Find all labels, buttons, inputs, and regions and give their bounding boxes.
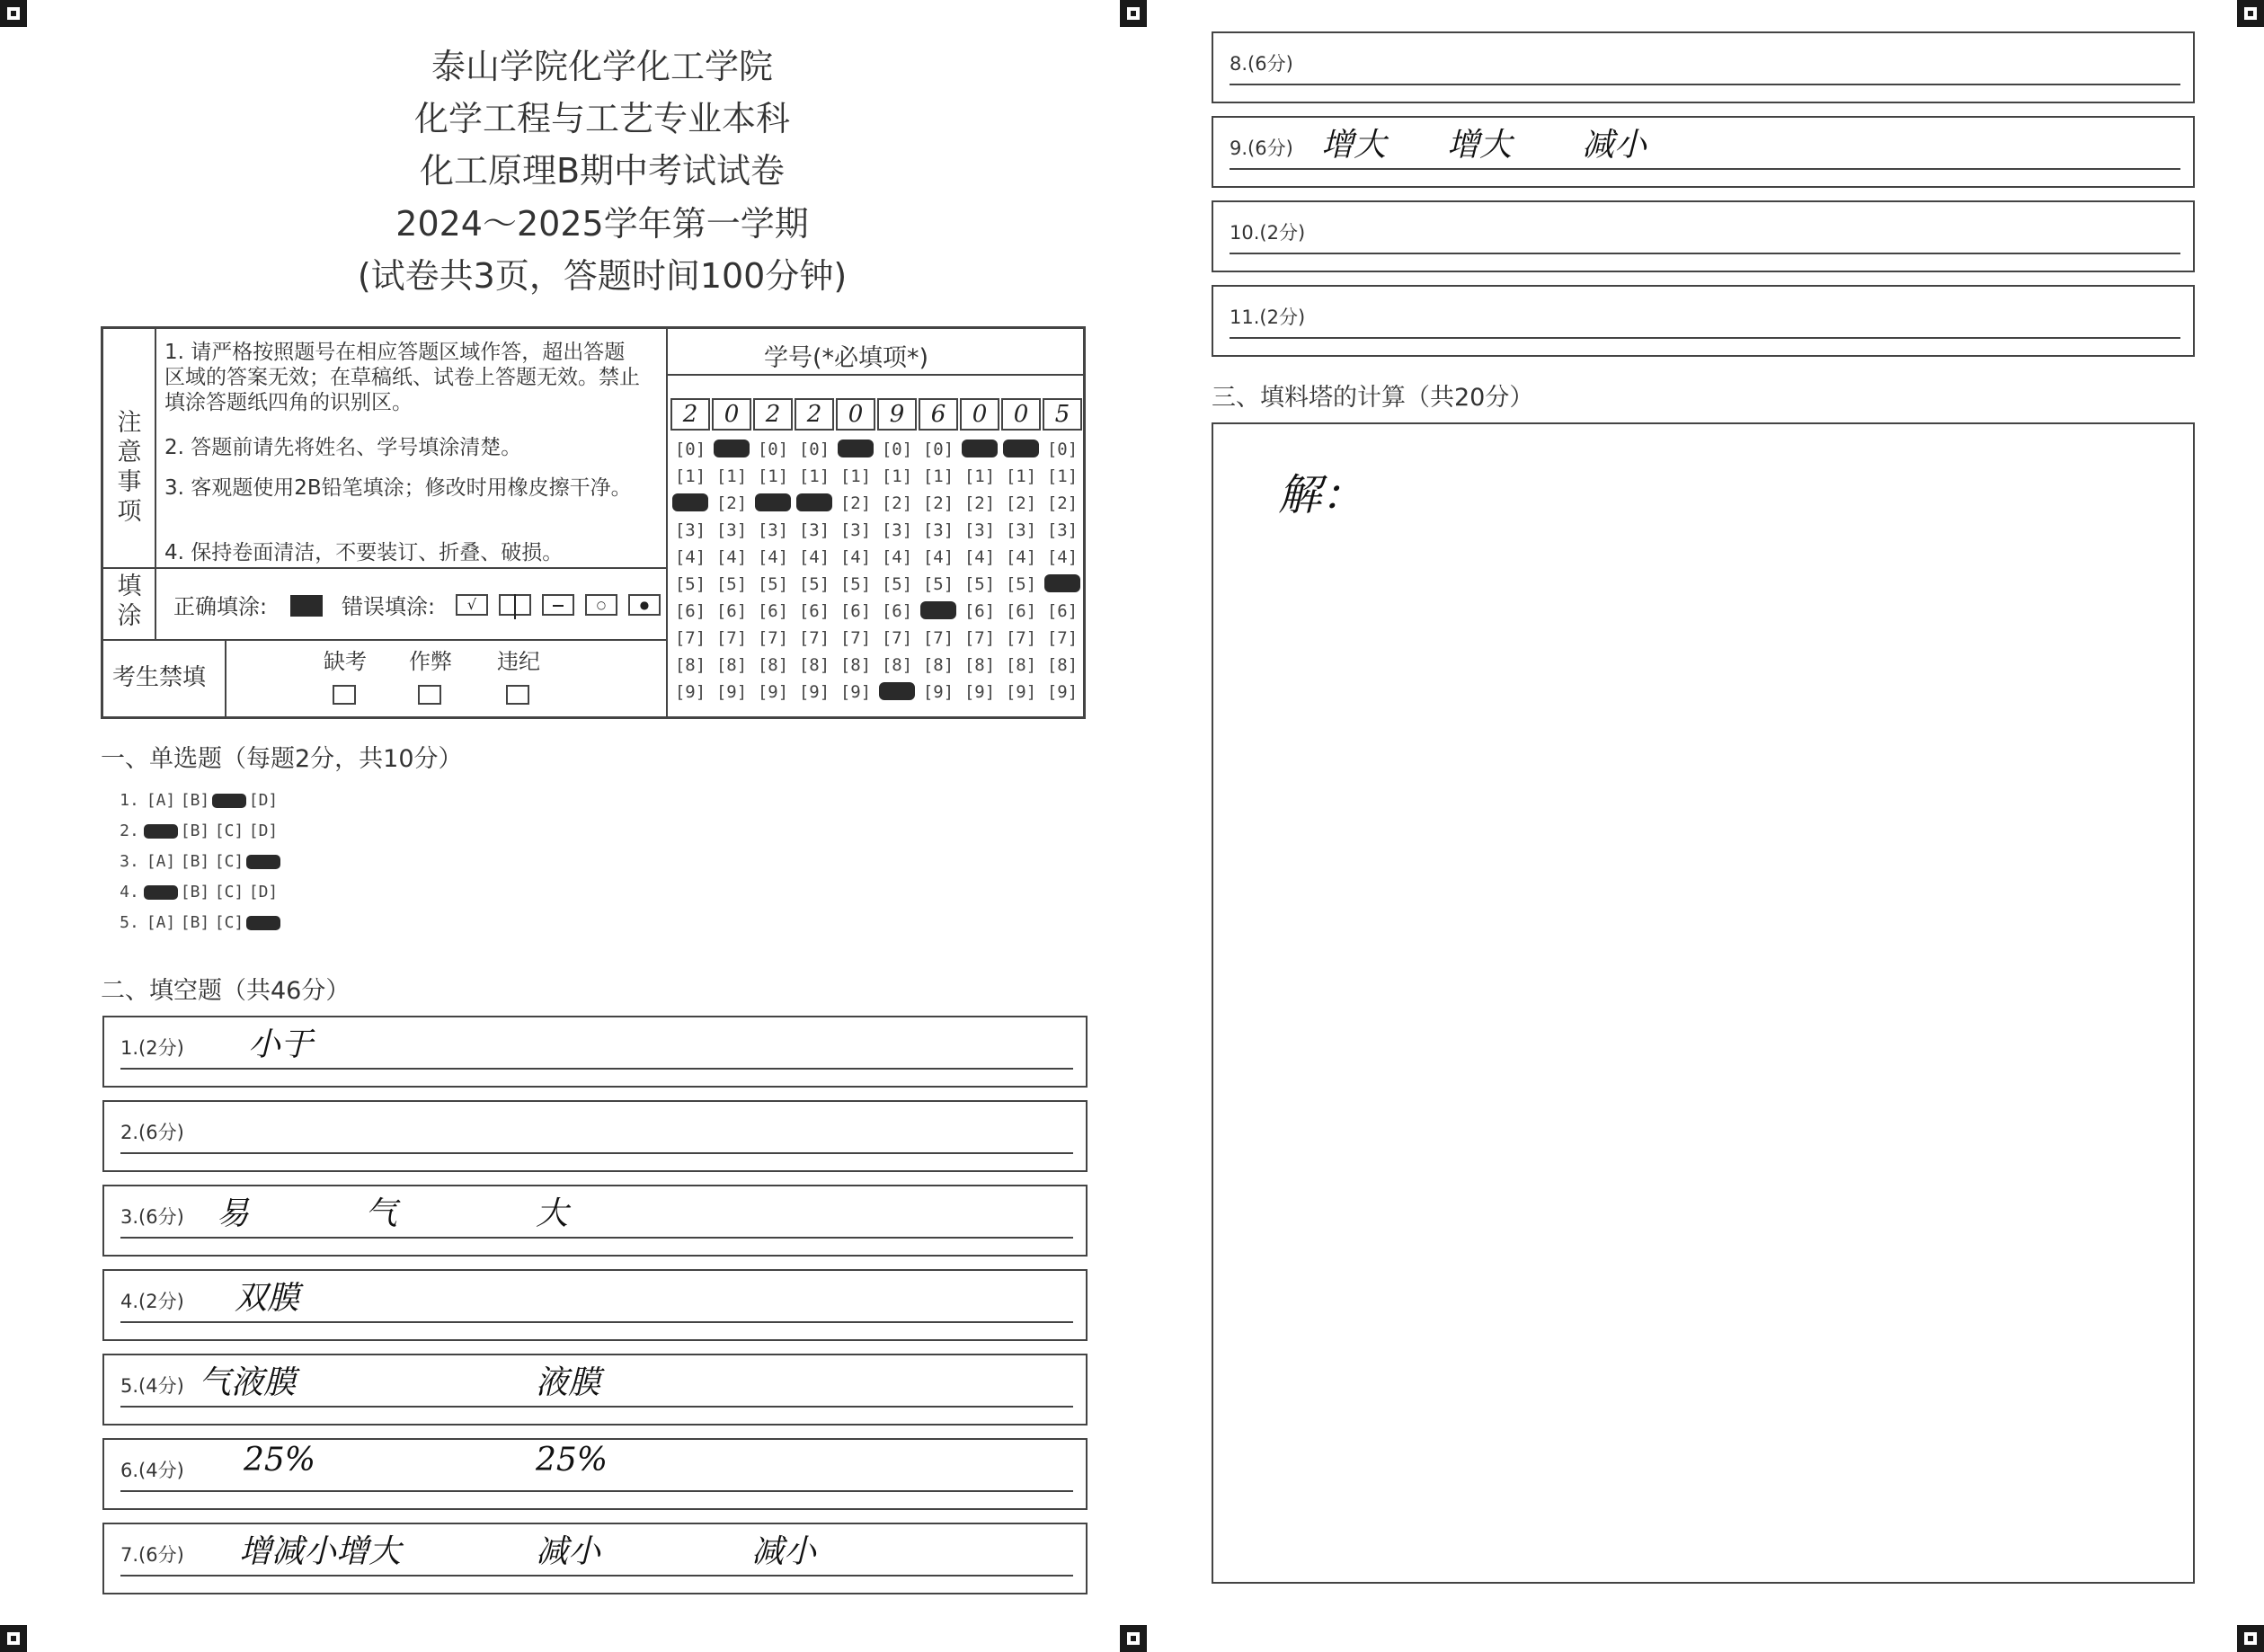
id-bubble[interactable]: [2]	[922, 493, 954, 513]
mc-option-bubble[interactable]: [B]	[180, 883, 210, 901]
answer-rule	[120, 1406, 1073, 1408]
student-id-digit[interactable]: 6	[919, 398, 958, 431]
mc-option-bubble[interactable]: [A]	[146, 913, 176, 932]
id-bubble[interactable]: [8]	[715, 655, 748, 675]
student-id-digit[interactable]: 2	[670, 398, 710, 431]
id-bubble[interactable]	[796, 493, 832, 511]
handwritten-answer: 小于	[248, 1026, 314, 1063]
id-bubble[interactable]: [9]	[757, 682, 789, 702]
id-bubble[interactable]: [2]	[1005, 493, 1037, 513]
id-bubble[interactable]: [3]	[839, 520, 872, 540]
id-bubble[interactable]: [4]	[963, 547, 996, 567]
answer-number: 6.(4分)	[120, 1460, 184, 1481]
id-bubble[interactable]: [6]	[1046, 601, 1079, 621]
student-id-digit[interactable]: 2	[795, 398, 834, 431]
id-bubble[interactable]: [6]	[674, 601, 706, 621]
id-bubble[interactable]	[879, 682, 915, 700]
mc-question-row	[115, 791, 280, 810]
handwritten-answer: 易	[217, 1195, 250, 1232]
answer-box[interactable]	[1212, 285, 2195, 357]
mc-question-number: 2.	[120, 822, 139, 840]
answer-number: 8.(6分)	[1230, 53, 1293, 75]
mc-option-bubble[interactable]	[144, 824, 178, 839]
mc-option-bubble[interactable]: [B]	[180, 791, 210, 810]
instruction-4: 4. 保持卷面清洁，不要装订、折叠、破损。	[164, 541, 564, 564]
id-bubble[interactable]: [0]	[1046, 440, 1079, 459]
id-bubble[interactable]: [2]	[1046, 493, 1079, 513]
answer-box[interactable]	[102, 1269, 1088, 1341]
answer-number: 2.(6分)	[120, 1122, 184, 1143]
id-bubble[interactable]: [8]	[1046, 655, 1079, 675]
handwritten-answer: 气液膜	[199, 1364, 297, 1401]
id-bubble[interactable]: [3]	[798, 520, 830, 540]
term-title: 2024～2025学年第一学期	[395, 204, 809, 244]
id-bubble[interactable]: [4]	[881, 547, 913, 567]
id-bubble[interactable]	[714, 440, 750, 457]
handwritten-answer: 减小	[751, 1533, 817, 1570]
id-bubble[interactable]: [9]	[839, 682, 872, 702]
mc-option-bubble[interactable]: [A]	[146, 791, 176, 810]
section2-title: 二、填空题（共46分）	[101, 977, 351, 1005]
instruction-2: 2. 答题前请先将姓名、学号填涂清楚。	[164, 436, 522, 459]
id-bubble[interactable]: [0]	[757, 440, 789, 459]
id-bubble[interactable]: [3]	[922, 520, 954, 540]
id-bubble[interactable]: [6]	[963, 601, 996, 621]
handwritten-answer: 减小	[1582, 127, 1647, 164]
id-bubble[interactable]: [8]	[839, 655, 872, 675]
id-bubble[interactable]: [4]	[757, 547, 789, 567]
id-bubble[interactable]: [7]	[1005, 628, 1037, 648]
id-bubble[interactable]: [3]	[757, 520, 789, 540]
student-id-digit[interactable]: 5	[1043, 398, 1082, 431]
section3-title: 三、填料塔的计算（共20分）	[1212, 384, 1534, 412]
id-bubble[interactable]: [8]	[881, 655, 913, 675]
mc-option-bubble[interactable]: [B]	[180, 822, 210, 840]
mc-option-bubble[interactable]	[144, 885, 178, 900]
id-bubble[interactable]: [8]	[963, 655, 996, 675]
mc-option-bubble[interactable]: [D]	[248, 791, 279, 810]
student-id-digit[interactable]: 0	[1001, 398, 1041, 431]
mc-question-number: 5.	[120, 913, 139, 932]
answer-box[interactable]	[1212, 116, 2195, 188]
id-bubble[interactable]: [4]	[922, 547, 954, 567]
corner-mark-bottom-left	[0, 1625, 27, 1652]
answer-rule	[120, 1490, 1073, 1492]
id-bubble[interactable]: [1]	[963, 466, 996, 486]
major-title: 化学工程与工艺专业本科	[413, 99, 790, 138]
id-bubble[interactable]: [7]	[963, 628, 996, 648]
id-bubble[interactable]: [6]	[839, 601, 872, 621]
id-bubble[interactable]	[920, 601, 956, 619]
answer-number: 4.(2分)	[120, 1291, 184, 1312]
id-bubble[interactable]: [0]	[798, 440, 830, 459]
answer-box[interactable]	[102, 1185, 1088, 1257]
answer-box[interactable]	[102, 1354, 1088, 1426]
answer-number: 9.(6分)	[1230, 138, 1293, 159]
id-bubble[interactable]	[1044, 574, 1080, 592]
mc-option-bubble[interactable]: [C]	[214, 883, 244, 901]
answer-rule	[1230, 337, 2180, 339]
correct-fill-sample	[290, 595, 323, 617]
mc-option-bubble[interactable]: [D]	[248, 822, 279, 840]
student-id-title: 学号(*必填项*)	[764, 344, 929, 372]
id-bubble[interactable]: [6]	[1005, 601, 1037, 621]
instruction-table: 注 意 事 项 1. 请严格按照题号在相应答题区域作答，超出答题区域的答案无效；在草稿纸、试卷上答题无效。禁止填涂答题纸四角的识别区。 2. 答题前请先将姓名、学号填涂清楚。 3. 客观题使用2B铅笔填涂；修改时用橡皮擦干净。 4. 保持卷面清洁，不要装订、折叠、破损。 填 涂 正确填涂: 错误填涂: √ ○ ● 考生禁填 缺考 作弊 违纪 学号(*必填项*)	[101, 326, 1086, 719]
id-bubble[interactable]	[672, 493, 708, 511]
answer-rule	[120, 1237, 1073, 1239]
absent-checkbox[interactable]	[333, 685, 356, 705]
handwritten-answer: 液膜	[536, 1364, 601, 1401]
id-bubble[interactable]: [5]	[963, 574, 996, 594]
corner-mark-top-right	[2237, 0, 2264, 27]
exam-info: (试卷共3页，答题时间100分钟)	[357, 256, 848, 296]
id-bubble[interactable]: [7]	[1046, 628, 1079, 648]
id-bubble[interactable]: [0]	[881, 440, 913, 459]
id-bubble[interactable]: [5]	[922, 574, 954, 594]
instruction-3: 3. 客观题使用2B铅笔填涂；修改时用橡皮擦干净。	[164, 476, 632, 500]
mc-question-row	[115, 822, 280, 840]
id-bubble[interactable]: [5]	[1005, 574, 1037, 594]
answer-number: 7.(6分)	[120, 1544, 184, 1566]
id-bubble[interactable]: [1]	[839, 466, 872, 486]
answer-box[interactable]	[102, 1523, 1088, 1594]
id-bubble[interactable]: [6]	[881, 601, 913, 621]
answer-number: 11.(2分)	[1230, 306, 1306, 328]
mc-option-bubble[interactable]: [B]	[180, 913, 210, 932]
id-bubble[interactable]: [0]	[674, 440, 706, 459]
mc-question-number: 1.	[120, 791, 139, 810]
id-bubble[interactable]: [6]	[757, 601, 789, 621]
calculation-answer-area[interactable]	[1212, 422, 2195, 1584]
mc-question-row	[115, 913, 280, 932]
mc-option-bubble[interactable]: [C]	[214, 913, 244, 932]
id-bubble[interactable]: [1]	[1005, 466, 1037, 486]
id-bubble[interactable]	[838, 440, 874, 457]
id-bubble[interactable]: [5]	[881, 574, 913, 594]
answer-rule	[120, 1321, 1073, 1323]
corner-mark-bottom-middle	[1120, 1625, 1147, 1652]
id-bubble[interactable]: [1]	[757, 466, 789, 486]
id-bubble[interactable]: [5]	[798, 574, 830, 594]
notice-label: 注 意 事 项	[117, 409, 142, 526]
handwritten-answer: 增大	[1447, 127, 1513, 164]
handwritten-answer: 减小	[536, 1533, 601, 1570]
answer-rule	[120, 1152, 1073, 1154]
id-bubble[interactable]: [8]	[922, 655, 954, 675]
id-bubble[interactable]: [9]	[963, 682, 996, 702]
correct-fill-label: 正确填涂:	[173, 594, 268, 619]
id-bubble[interactable]: [3]	[1005, 520, 1037, 540]
id-bubble[interactable]: [4]	[715, 547, 748, 567]
mc-question-row	[115, 883, 280, 901]
id-bubble[interactable]: [3]	[674, 520, 706, 540]
mc-option-bubble[interactable]: [C]	[214, 852, 244, 871]
violation-checkbox[interactable]	[506, 685, 529, 705]
corner-mark-bottom-right	[2237, 1625, 2264, 1652]
answer-number: 1.(2分)	[120, 1037, 184, 1059]
id-bubble[interactable]: [9]	[715, 682, 748, 702]
id-bubble[interactable]: [7]	[881, 628, 913, 648]
exam-forbidden-label: 考生禁填	[112, 664, 207, 691]
id-bubble[interactable]: [5]	[839, 574, 872, 594]
cheat-checkbox[interactable]	[418, 685, 441, 705]
handwritten-answer: 增大	[1321, 127, 1387, 164]
mc-option-bubble[interactable]: [D]	[248, 883, 279, 901]
id-bubble[interactable]: [7]	[715, 628, 748, 648]
id-bubble[interactable]: [9]	[1005, 682, 1037, 702]
handwritten-answer: 25%	[536, 1442, 608, 1479]
handwritten-answer: 双膜	[235, 1280, 300, 1317]
wrong-fill-label: 错误填涂:	[342, 594, 436, 619]
answer-number: 10.(2分)	[1230, 222, 1306, 244]
id-bubble[interactable]: [8]	[674, 655, 706, 675]
student-id-digit[interactable]: 9	[877, 398, 917, 431]
id-bubble[interactable]: [5]	[715, 574, 748, 594]
id-bubble[interactable]: [8]	[757, 655, 789, 675]
answer-rule	[1230, 168, 2180, 170]
mc-option-bubble[interactable]: [C]	[214, 822, 244, 840]
fill-label: 填 涂	[117, 573, 142, 630]
id-bubble[interactable]: [0]	[922, 440, 954, 459]
id-bubble[interactable]: [4]	[798, 547, 830, 567]
answer-box[interactable]	[102, 1100, 1088, 1172]
student-id-digit[interactable]: 2	[753, 398, 793, 431]
id-bubble[interactable]: [2]	[839, 493, 872, 513]
handwritten-answer: 增减小增大	[239, 1533, 402, 1570]
id-bubble[interactable]: [9]	[798, 682, 830, 702]
id-bubble[interactable]: [9]	[1046, 682, 1079, 702]
handwritten-answer: 气	[365, 1195, 398, 1232]
mc-question-number: 3.	[120, 852, 139, 871]
corner-mark-top-middle	[1120, 0, 1147, 27]
id-bubble[interactable]: [7]	[922, 628, 954, 648]
id-bubble[interactable]: [1]	[798, 466, 830, 486]
id-bubble[interactable]: [7]	[798, 628, 830, 648]
cheat-label: 作弊	[409, 649, 452, 674]
mc-option-bubble[interactable]	[212, 794, 246, 808]
handwritten-answer: 大	[536, 1195, 569, 1232]
solution-handwriting: 解：	[1278, 470, 1365, 520]
student-id-digit[interactable]: 0	[960, 398, 999, 431]
id-bubble[interactable]	[1003, 440, 1039, 457]
student-id-digit[interactable]: 0	[712, 398, 751, 431]
id-bubble[interactable]: [8]	[798, 655, 830, 675]
id-bubble[interactable]: [9]	[674, 682, 706, 702]
mc-option-bubble[interactable]	[246, 916, 280, 930]
id-bubble[interactable]: [2]	[963, 493, 996, 513]
id-bubble[interactable]: [1]	[1046, 466, 1079, 486]
id-bubble[interactable]: [5]	[757, 574, 789, 594]
answer-box[interactable]	[1212, 31, 2195, 103]
id-bubble[interactable]: [4]	[1005, 547, 1037, 567]
section1-title: 一、单选题（每题2分，共10分）	[101, 745, 463, 773]
corner-mark-top-left	[0, 0, 27, 27]
id-bubble[interactable]: [4]	[1046, 547, 1079, 567]
id-bubble[interactable]: [4]	[674, 547, 706, 567]
mc-question-row	[115, 852, 280, 871]
handwritten-answer: 25%	[244, 1442, 316, 1479]
id-bubble[interactable]: [1]	[674, 466, 706, 486]
answer-number: 3.(6分)	[120, 1206, 184, 1228]
id-bubble[interactable]: [8]	[1005, 655, 1037, 675]
answer-rule	[120, 1575, 1073, 1577]
id-bubble[interactable]: [9]	[922, 682, 954, 702]
answer-rule	[1230, 84, 2180, 85]
id-bubble[interactable]: [1]	[881, 466, 913, 486]
instruction-1: 1. 请严格按照题号在相应答题区域作答，超出答题区域的答案无效；在草稿纸、试卷上答题无效。禁止填涂答题纸四角的识别区。	[164, 341, 640, 414]
id-bubble[interactable]	[962, 440, 998, 457]
id-bubble[interactable]: [3]	[963, 520, 996, 540]
id-bubble[interactable]: [2]	[881, 493, 913, 513]
id-bubble[interactable]: [4]	[839, 547, 872, 567]
id-bubble[interactable]: [3]	[881, 520, 913, 540]
mc-option-bubble[interactable]	[246, 855, 280, 869]
school-title: 泰山学院化学化工学院	[431, 47, 773, 86]
mc-option-bubble[interactable]: [A]	[146, 852, 176, 871]
id-bubble[interactable]: [7]	[757, 628, 789, 648]
exam-title: 化工原理B期中考试试卷	[419, 151, 786, 191]
answer-number: 5.(4分)	[120, 1375, 184, 1397]
violation-label: 违纪	[497, 649, 540, 674]
answer-box[interactable]	[102, 1438, 1088, 1510]
id-bubble[interactable]: [5]	[674, 574, 706, 594]
id-bubble[interactable]: [3]	[1046, 520, 1079, 540]
id-bubble[interactable]: [7]	[839, 628, 872, 648]
id-bubble[interactable]	[755, 493, 791, 511]
answer-box[interactable]	[1212, 200, 2195, 272]
answer-box[interactable]	[102, 1016, 1088, 1088]
id-bubble[interactable]: [1]	[922, 466, 954, 486]
student-id-digit[interactable]: 0	[836, 398, 875, 431]
mc-option-bubble[interactable]: [B]	[180, 852, 210, 871]
answer-rule	[120, 1068, 1073, 1070]
id-bubble[interactable]: [3]	[715, 520, 748, 540]
id-bubble[interactable]: [7]	[674, 628, 706, 648]
id-bubble[interactable]: [6]	[798, 601, 830, 621]
answer-rule	[1230, 253, 2180, 254]
id-bubble[interactable]: [1]	[715, 466, 748, 486]
mc-question-number: 4.	[120, 883, 139, 901]
id-bubble[interactable]: [6]	[715, 601, 748, 621]
absent-label: 缺考	[324, 649, 367, 674]
id-bubble[interactable]: [2]	[715, 493, 748, 513]
